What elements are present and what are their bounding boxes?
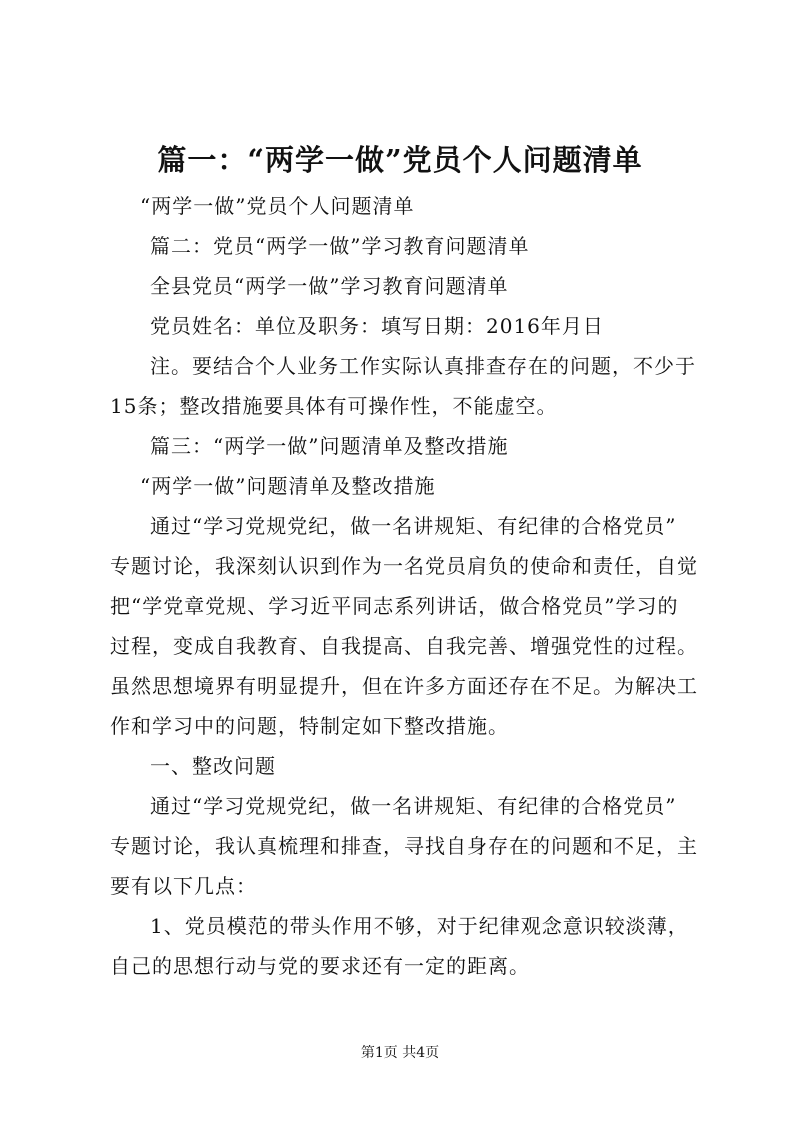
- paragraph: 注。要结合个人业务工作实际认真排查存在的问题，不少于: [150, 354, 696, 378]
- paragraph: 1、党员模范的带头作用不够，对于纪律观念意识较淡薄，: [150, 914, 689, 938]
- document-title: 篇一：“两学一做”党员个人问题清单: [157, 143, 643, 177]
- paragraph: 把“学党章党规、学习近平同志系列讲话，做合格党员”学习的: [110, 594, 679, 618]
- paragraph: 自己的思想行动与党的要求还有一定的距离。: [110, 954, 530, 978]
- paragraph: 过程，变成自我教育、自我提高、自我完善、增强党性的过程。: [110, 634, 698, 658]
- paragraph: 通过“学习党规党纪，做一名讲规矩、有纪律的合格党员”: [150, 794, 677, 818]
- paragraph: 要有以下几点：: [110, 874, 257, 898]
- paragraph: 专题讨论，我深刻认识到作为一名党员肩负的使命和责任，自觉: [110, 554, 698, 578]
- paragraph: 虽然思想境界有明显提升，但在许多方面还存在不足。为解决工: [110, 674, 698, 698]
- paragraph: “两学一做”问题清单及整改措施: [140, 474, 436, 498]
- document-body: [110, 186, 710, 986]
- section-heading: 一、整改问题: [150, 754, 276, 778]
- paragraph: “两学一做”党员个人问题清单: [140, 194, 415, 218]
- paragraph: 篇三：“两学一做”问题清单及整改措施: [150, 434, 509, 458]
- paragraph: 篇二：党员“两学一做”学习教育问题清单: [150, 234, 530, 258]
- paragraph: 作和学习中的问题，特制定如下整改措施。: [110, 714, 509, 738]
- page-footer: 第1页 共4页: [360, 1045, 440, 1061]
- paragraph: 全县党员“两学一做”学习教育问题清单: [150, 274, 509, 298]
- paragraph: 党员姓名：单位及职务：填写日期：2016年月日: [150, 314, 604, 338]
- paragraph: 通过“学习党规党纪，做一名讲规矩、有纪律的合格党员”: [150, 514, 677, 538]
- paragraph: 15条；整改措施要具体有可操作性，不能虚空。: [110, 394, 558, 418]
- paragraph: 专题讨论，我认真梳理和排查，寻找自身存在的问题和不足，主: [110, 834, 698, 858]
